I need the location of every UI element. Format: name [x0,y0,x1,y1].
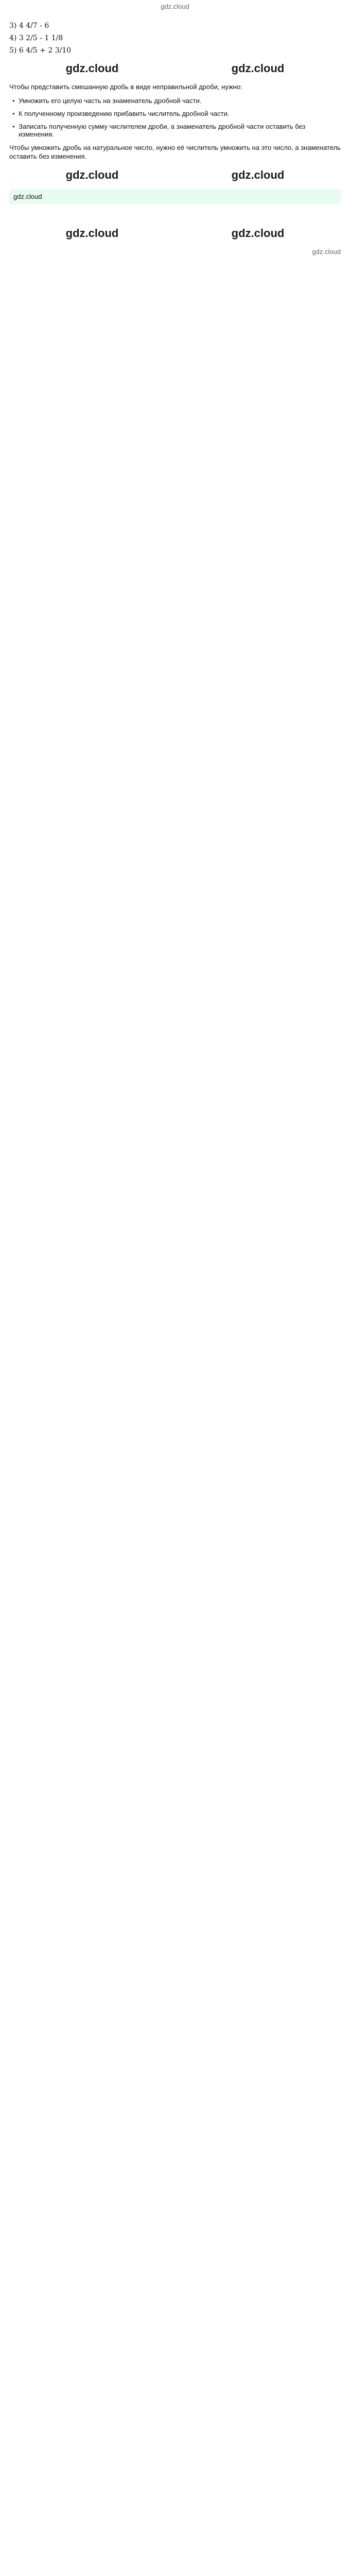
watermark: gdz.cloud [65,62,119,75]
rule-bullet: • К полученному произведению прибавить числитель дробной части. [19,110,341,117]
solution-page [0,12,350,257]
footer-note: gdz.cloud [312,248,341,256]
rule-bullet: • Записать полученную сумму числителем дроби, а знаменатель дробной части оставить без изменения. [19,123,341,138]
math-line-3: 5) 6 4/5 + 2 3/10 [9,46,72,55]
watermark-row-2 [9,168,341,182]
watermark-row-3 [9,227,341,240]
math-line-1: 3) 4 4/7 - 6 [9,22,49,30]
math-line-2: 4) 3 2/5 - 1 1/8 [9,34,63,42]
rule-bullet: • Умножить его целую часть на знаменатель дробной части. [19,97,341,105]
rule-text: Чтобы представить смешанную дробь в виде неправильной дроби, нужно: [9,83,242,91]
watermark: gdz.cloud [231,227,285,240]
watermark: gdz.cloud [65,168,119,181]
watermark-row-1 [9,62,341,75]
site-brand: gdz.cloud [161,2,189,10]
highlight-box [9,189,341,205]
rule-tail: Чтобы умножить дробь на натуральное число, нужно её числитель умножить на это число, а знаменатель оставить без изменения. [9,143,341,161]
site-header [0,0,350,12]
highlight-watermark: gdz.cloud [13,192,42,200]
spacer [9,207,341,219]
watermark: gdz.cloud [65,227,119,240]
watermark: gdz.cloud [231,168,285,181]
watermark: gdz.cloud [231,62,285,75]
